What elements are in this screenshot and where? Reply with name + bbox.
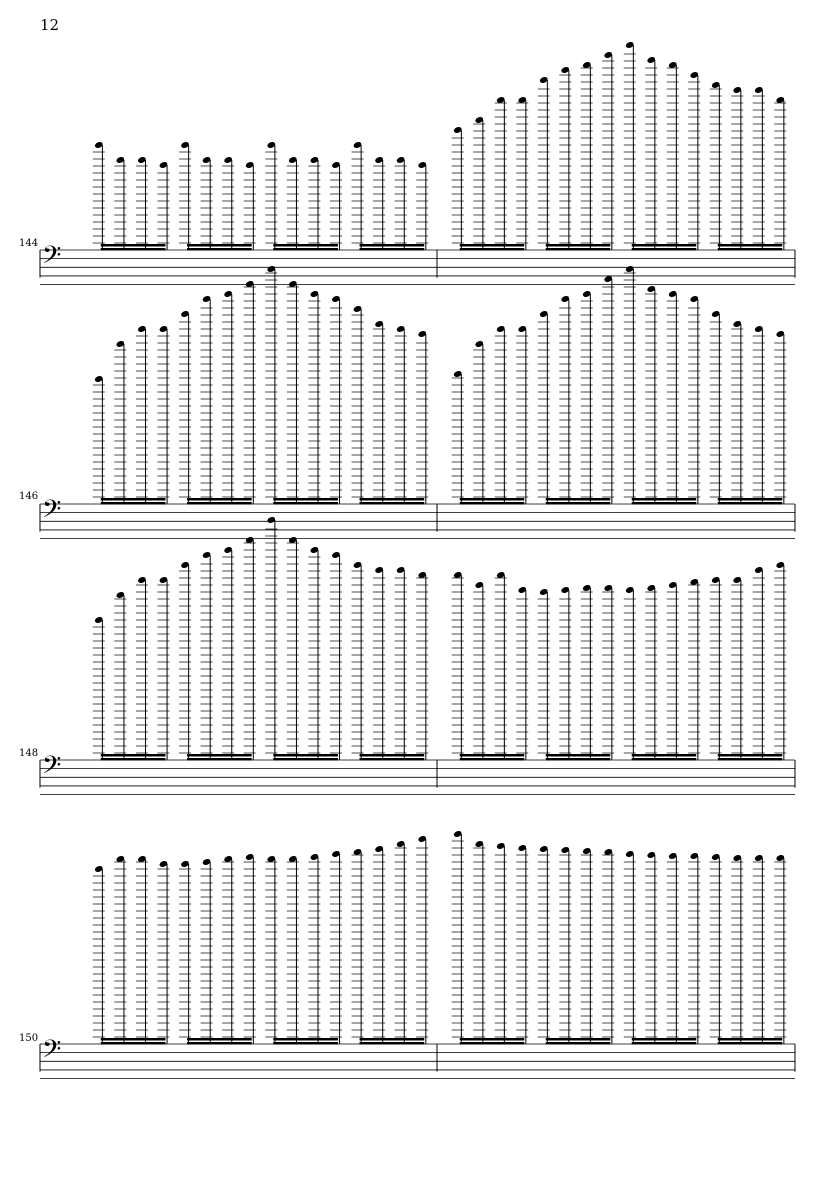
beam bbox=[360, 248, 425, 251]
beam bbox=[546, 758, 611, 761]
bass-clef-icon: 𝄢 bbox=[42, 751, 62, 786]
bass-clef-icon: 𝄢 bbox=[42, 241, 62, 276]
beam bbox=[460, 502, 525, 505]
beam bbox=[718, 248, 783, 251]
measure-number-150: 150 bbox=[19, 1033, 39, 1044]
beam bbox=[273, 754, 338, 757]
beam bbox=[187, 1038, 252, 1041]
beam bbox=[360, 758, 425, 761]
beam bbox=[632, 244, 697, 247]
staff-system-4 bbox=[40, 830, 795, 1079]
beam bbox=[101, 502, 166, 505]
beam bbox=[632, 498, 697, 501]
beam bbox=[273, 498, 338, 501]
beam bbox=[101, 758, 166, 761]
beam bbox=[460, 248, 525, 251]
beam bbox=[101, 248, 166, 251]
beam bbox=[101, 754, 166, 757]
beam bbox=[101, 1038, 166, 1041]
beam bbox=[273, 1042, 338, 1045]
beam bbox=[546, 244, 611, 247]
beam bbox=[632, 758, 697, 761]
beam bbox=[360, 502, 425, 505]
beam bbox=[273, 248, 338, 251]
beam bbox=[187, 248, 252, 251]
beam bbox=[187, 502, 252, 505]
staff-system-3 bbox=[40, 516, 795, 795]
beam bbox=[718, 758, 783, 761]
beam bbox=[187, 758, 252, 761]
beam bbox=[187, 1042, 252, 1045]
beam bbox=[546, 1038, 611, 1041]
beam bbox=[460, 758, 525, 761]
beam bbox=[546, 498, 611, 501]
measure-number-148: 148 bbox=[19, 748, 39, 759]
measure-number-146: 146 bbox=[19, 491, 39, 502]
page-number: 12 bbox=[40, 16, 60, 34]
beam bbox=[187, 244, 252, 247]
beam bbox=[718, 1042, 783, 1045]
beam bbox=[360, 754, 425, 757]
measure-number-144: 144 bbox=[19, 238, 39, 249]
bass-clef-icon: 𝄢 bbox=[42, 1035, 62, 1070]
beam bbox=[360, 498, 425, 501]
beam bbox=[101, 498, 166, 501]
beam bbox=[273, 1038, 338, 1041]
beam bbox=[546, 754, 611, 757]
beam bbox=[460, 754, 525, 757]
beam bbox=[632, 1042, 697, 1045]
beam bbox=[718, 502, 783, 505]
beam bbox=[273, 502, 338, 505]
beam bbox=[546, 248, 611, 251]
beam bbox=[632, 502, 697, 505]
beam bbox=[360, 1042, 425, 1045]
beam bbox=[546, 502, 611, 505]
beam bbox=[460, 1042, 525, 1045]
beam bbox=[101, 1042, 166, 1045]
beam bbox=[718, 244, 783, 247]
beam bbox=[546, 1042, 611, 1045]
beam bbox=[460, 244, 525, 247]
beam bbox=[632, 248, 697, 251]
beam bbox=[718, 498, 783, 501]
beam bbox=[187, 498, 252, 501]
beam bbox=[460, 498, 525, 501]
beam bbox=[632, 754, 697, 757]
staff-system-2 bbox=[40, 265, 795, 539]
beam bbox=[187, 754, 252, 757]
beam bbox=[101, 244, 166, 247]
beam bbox=[360, 244, 425, 247]
staff-system-1 bbox=[40, 41, 795, 285]
beam bbox=[718, 1038, 783, 1041]
beam bbox=[273, 244, 338, 247]
beam bbox=[460, 1038, 525, 1041]
beam bbox=[273, 758, 338, 761]
beam bbox=[632, 1038, 697, 1041]
bass-clef-icon: 𝄢 bbox=[42, 495, 62, 530]
beam bbox=[718, 754, 783, 757]
beam bbox=[360, 1038, 425, 1041]
